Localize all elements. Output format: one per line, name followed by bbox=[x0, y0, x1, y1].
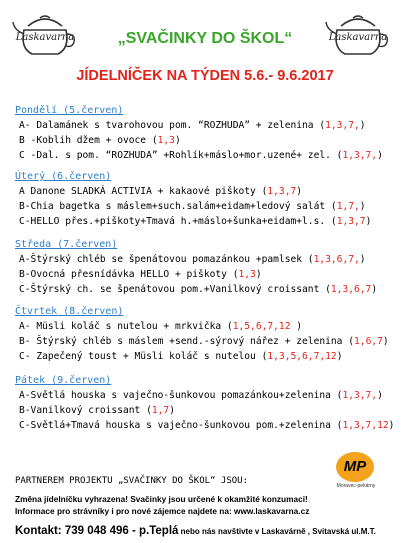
meal-item: B -Koblih džem + ovoce (1,3) bbox=[19, 135, 181, 146]
day-label: Úterý (6.červen) bbox=[15, 171, 112, 182]
meal-item: B- Štýrský chléb s máslem +send.-sýrový nářez + zelenina (1,6,7) bbox=[19, 336, 389, 347]
mp-logo-subtitle: Moravec-pekárny bbox=[336, 483, 376, 489]
allergens: 1,7 bbox=[151, 405, 170, 416]
meal-item: A- Dalamánek s tvarohovou pom. “ROZHUDA” + zelenina (1,3,7,) bbox=[19, 120, 366, 131]
meal-item: A- Müsli koláč s nutelou + mrkvička (1,5,6,7,12 ) bbox=[19, 321, 303, 332]
page-title: „SVAČINKY DO ŠKOL“ bbox=[117, 30, 293, 47]
mp-logo bbox=[336, 452, 376, 498]
day-section-friday bbox=[15, 374, 405, 433]
day-section-tuesday bbox=[15, 170, 405, 229]
allergens: 1,7, bbox=[336, 201, 360, 212]
meal-item: B-Vanilkový croissant (1,7) bbox=[19, 405, 175, 416]
menu-title: JÍDELNÍČEK NA TÝDEN 5.6.- 9.6.2017 bbox=[76, 68, 334, 84]
day-label: Pátek (9.červen) bbox=[15, 375, 112, 386]
day-section-monday bbox=[15, 104, 405, 163]
meal-item: C-HELLO přes.+piškoty+Tmavá h.+máslo+šunka+eidam+l.s. (1,3,7) bbox=[19, 216, 372, 227]
allergens: 1,5,6,7,12 bbox=[232, 321, 291, 332]
allergens: 1,3,5,6,7,12 bbox=[267, 351, 337, 362]
allergens: 1,3,7 bbox=[336, 216, 366, 227]
allergens: 1,3,7, bbox=[325, 120, 360, 131]
allergens: 1,3,6,7, bbox=[313, 254, 360, 265]
allergens: 1,3,7, bbox=[342, 150, 378, 161]
meal-item: C-Štýrský ch. se špenátovou pom.+Vanilkový croissant (1,3,6,7) bbox=[19, 284, 378, 295]
meal-item: A Danone SLADKÁ ACTIVIA + kakaové piškoty (1,3,7) bbox=[19, 186, 303, 197]
allergens: 1,3,6,7 bbox=[330, 284, 372, 295]
logo-text: Laskavarna bbox=[328, 32, 388, 43]
contact-address: nebo nás navštivte v Laskavárně , Svitavská ul.M.T. bbox=[178, 527, 376, 536]
allergens: 1,3,7,12 bbox=[342, 420, 389, 431]
day-label: Pondělí (5.červen) bbox=[15, 105, 124, 116]
allergens: 1,6,7 bbox=[354, 336, 383, 347]
contact-phone: Kontakt: 739 048 496 - p.Teplá bbox=[15, 525, 179, 537]
allergens: 1,3 bbox=[238, 269, 256, 280]
meal-item: C -Dal. s pom. “ROZHUDA” +Rohlík+máslo+mor.uzené+ zel. (1,3,7,) bbox=[19, 150, 383, 161]
header bbox=[0, 0, 410, 62]
day-section-thursday bbox=[15, 305, 405, 364]
day-label: Středa (7.červen) bbox=[15, 239, 118, 250]
allergens: 1,3,7 bbox=[267, 186, 297, 197]
logo-text: Laskavarna bbox=[15, 32, 75, 43]
meal-item: B-Ovocná přesnídávka HELLO + piškoty (1,3) bbox=[19, 269, 262, 280]
laskavarna-logo-right bbox=[323, 8, 393, 58]
meal-item: A-Světlá houska s vaječno-šunkovou pomazánkou+zelenina (1,3,7,) bbox=[19, 390, 383, 401]
partner-text: PARTNEREM PROJEKTU „SVAČINKY DO ŠKOL“ JSOU: bbox=[15, 476, 248, 486]
change-notice: Změna jídelníčku vyhrazena! Svačinky jsou určené k okamžité konzumaci! bbox=[15, 494, 308, 504]
laskavarna-logo-left bbox=[10, 8, 80, 58]
contact-line bbox=[15, 521, 376, 539]
meal-item: A-Štýrský chléb se špenátovou pomazánkou +pamlsek (1,3,6,7,) bbox=[19, 254, 366, 265]
day-section-wednesday bbox=[15, 238, 405, 297]
info-line: Informace pro strávníky i pro nové zájemce najdete na: www.laskavarna.cz bbox=[15, 506, 310, 516]
meal-item: C- Zapečený toust + Müsli koláč s nutelou (1,3,5,6,7,12) bbox=[19, 351, 343, 362]
mp-logo-mark: MP bbox=[336, 452, 374, 482]
allergens: 1,3 bbox=[157, 135, 175, 146]
meal-item: B-Chia bagetka s máslem+such.salám+eidam+ledový salát (1,7,) bbox=[19, 201, 366, 212]
meal-item: C-Světlá+Tmavá houska s vaječno-šunkovou pom.+zelenina (1,3,7,12) bbox=[19, 420, 395, 431]
day-label: Čtvrtek (8.červen) bbox=[15, 306, 124, 317]
allergens: 1,3,7, bbox=[342, 390, 378, 401]
